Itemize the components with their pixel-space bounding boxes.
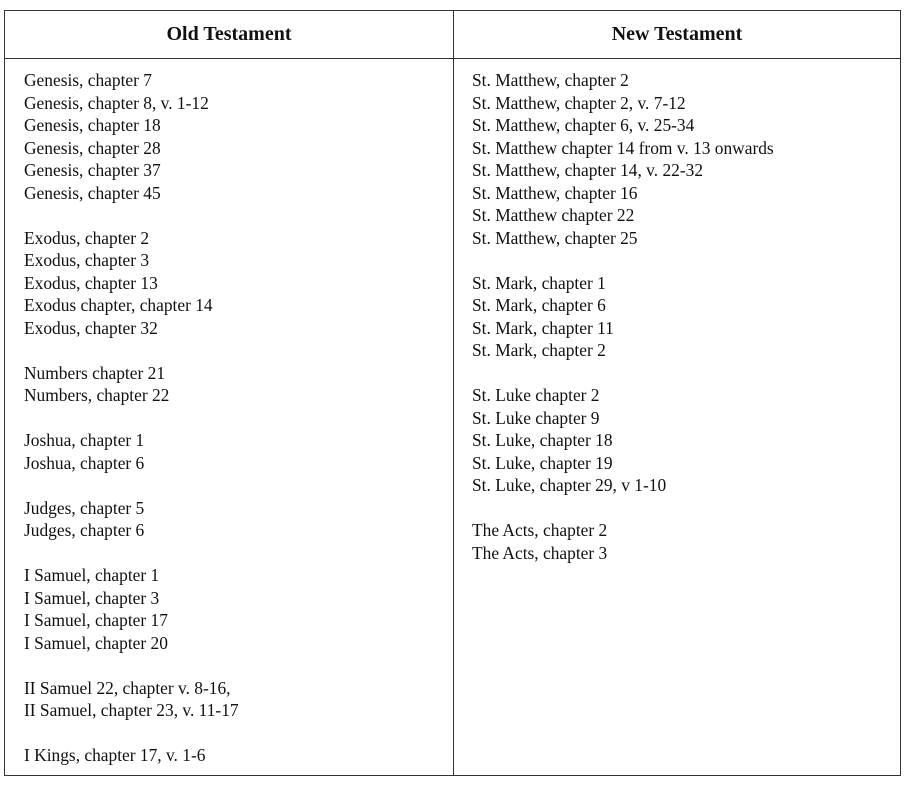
new-testament-column — [472, 69, 892, 587]
reading-item: Numbers, chapter 22 — [24, 385, 170, 405]
header-old-testament: Old Testament — [166, 23, 292, 45]
reading-group — [472, 519, 892, 564]
old-testament-column — [24, 69, 444, 789]
reading-item: St. Luke chapter 2 — [472, 385, 600, 405]
reading-item: St. Matthew, chapter 25 — [472, 227, 638, 248]
reading-item: The Acts, chapter 3 — [472, 542, 608, 563]
reading-group — [472, 272, 892, 362]
reading-item: Genesis, chapter 7 — [24, 70, 152, 90]
reading-item: St. Luke, chapter 18 — [472, 430, 613, 450]
reading-item: St. Matthew, chapter 2, v. 7-12 — [472, 92, 686, 113]
reading-group — [472, 384, 892, 497]
reading-item: II Samuel 22, chapter v. 8-16, — [24, 677, 231, 698]
reading-item: The Acts, chapter 2 — [472, 520, 608, 540]
column-divider — [453, 11, 454, 775]
reading-group — [24, 564, 444, 654]
reading-item: St. Mark, chapter 6 — [472, 295, 606, 315]
reading-item: St. Matthew, chapter 16 — [472, 182, 638, 203]
readings-table — [4, 10, 901, 776]
reading-item: St. Luke, chapter 19 — [472, 452, 613, 473]
header-new-testament: New Testament — [611, 23, 743, 45]
reading-item: I Kings, chapter 17, v. 1-6 — [24, 745, 206, 765]
reading-item: St. Matthew, chapter 2 — [472, 70, 629, 90]
reading-item: I Samuel, chapter 3 — [24, 587, 160, 608]
reading-group — [472, 69, 892, 249]
reading-item: I Samuel, chapter 17 — [24, 610, 168, 630]
reading-item: Exodus, chapter 2 — [24, 227, 150, 248]
reading-group — [24, 362, 444, 407]
reading-item: I Samuel, chapter 1 — [24, 565, 160, 585]
reading-item: Genesis, chapter 45 — [24, 182, 161, 203]
reading-item: Judges, chapter 6 — [24, 520, 145, 540]
reading-group — [24, 497, 444, 542]
reading-group — [24, 227, 444, 340]
reading-item: St. Mark, chapter 11 — [472, 317, 614, 338]
reading-item: St. Matthew chapter 22 — [472, 205, 635, 225]
reading-item: St. Luke, chapter 29, v 1-10 — [472, 475, 667, 495]
reading-item: St. Matthew chapter 14 from v. 13 onwards — [472, 137, 774, 158]
reading-group — [24, 429, 444, 474]
reading-item: St. Matthew, chapter 6, v. 25-34 — [472, 115, 695, 135]
reading-item: Joshua, chapter 6 — [24, 452, 145, 473]
reading-item: Genesis, chapter 18 — [24, 115, 161, 135]
reading-group — [24, 744, 444, 767]
reading-item: Exodus, chapter 3 — [24, 250, 150, 270]
reading-item: Exodus chapter, chapter 14 — [24, 295, 213, 315]
reading-item: Judges, chapter 5 — [24, 497, 145, 518]
reading-item: Genesis, chapter 28 — [24, 137, 161, 158]
reading-item: Genesis, chapter 8, v. 1-12 — [24, 92, 209, 113]
reading-item: II Samuel, chapter 23, v. 11-17 — [24, 700, 239, 720]
reading-item: Joshua, chapter 1 — [24, 430, 145, 450]
table-header-row — [5, 11, 900, 59]
reading-item: St. Luke chapter 9 — [472, 407, 600, 428]
reading-item: Exodus, chapter 32 — [24, 317, 158, 338]
reading-item: St. Matthew, chapter 14, v. 22-32 — [472, 160, 704, 180]
reading-group — [24, 69, 444, 204]
reading-item: Numbers chapter 21 — [24, 362, 166, 383]
reading-item: St. Mark, chapter 2 — [472, 340, 606, 360]
reading-item: I Samuel, chapter 20 — [24, 632, 168, 653]
reading-item: Exodus, chapter 13 — [24, 272, 158, 293]
reading-item: Genesis, chapter 37 — [24, 160, 161, 180]
reading-group — [24, 677, 444, 722]
reading-item: St. Mark, chapter 1 — [472, 272, 606, 293]
